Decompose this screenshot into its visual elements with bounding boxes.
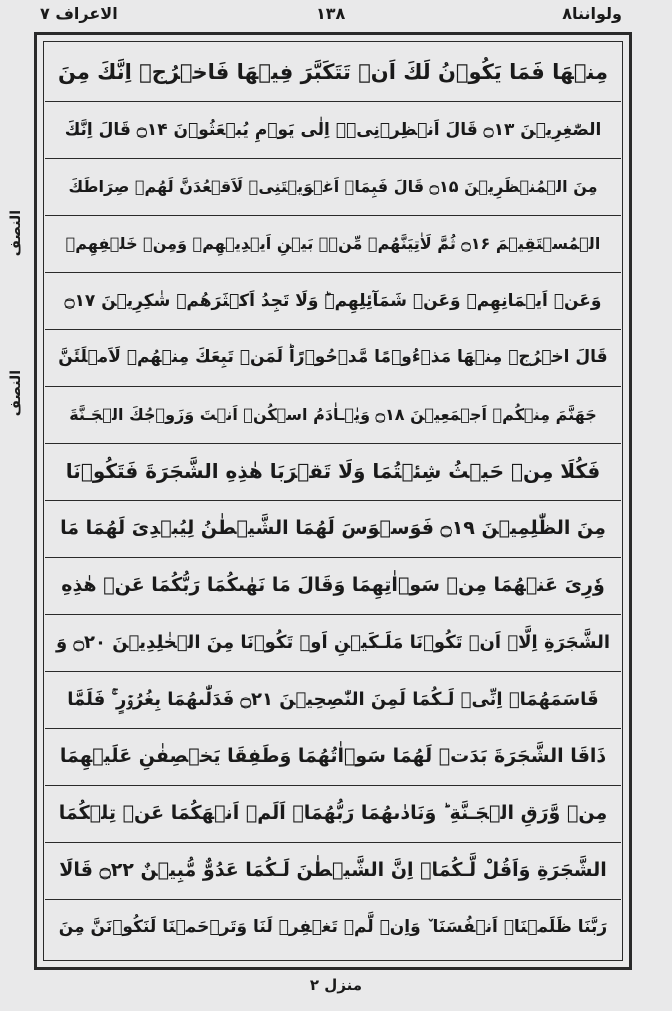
- line-text: قَالَ اخۡرُجۡ مِنۡهَا مَذۡءُوۡمًا مَّدۡحُوۡرًا‌ؕ لَمَنۡ تَبِعَكَ مِنۡهُمۡ لَاَمۡلَئَنَّ: [58, 347, 608, 367]
- text-lines: [45, 43, 621, 959]
- text-line: [45, 100, 621, 159]
- margin-note: النصف: [8, 370, 24, 417]
- text-frame: [34, 32, 632, 970]
- text-line: [45, 613, 621, 672]
- text-line: [45, 784, 621, 843]
- line-text: مِنۡهَا فَمَا يَكُوۡنُ لَكَ اَنۡ تَتَكَبَّرَ فِيۡهَا فَاخۡرُجۡ اِنَّكَ مِنَ: [57, 60, 609, 84]
- line-text: وٗرِىَ عَنۡهُمَا مِنۡ سَوۡاٰتِهِمَا وَقَالَ مَا نَهٰٮكُمَا رَبُّكُمَا عَنۡ هٰذِهِ: [61, 574, 605, 596]
- juz-name: ولواننا۸: [562, 4, 622, 23]
- surah-name: الاعراف ۷: [40, 4, 118, 23]
- line-text: وَعَنۡ اَيۡمَانِهِمۡ وَعَنۡ شَمَآئِلِهِمۡ‌ؕ وَلَا تَجِدُ اَكۡثَرَهُمۡ شٰكِرِيۡنَ ۝۱۷: [64, 290, 602, 311]
- line-text: الشَّجَرَةِ اِلَّاۤ اَنۡ تَكُوۡنَا مَلَـكَيۡنِ اَوۡ تَكُوۡنَا مِنَ الۡخٰلِدِيۡنَ ۝۲۰ وَ: [56, 631, 610, 653]
- text-line: [45, 727, 621, 786]
- page-number: ۱۳۸: [316, 4, 346, 23]
- line-text: قَاسَمَهُمَاۤ اِنِّىۡ لَـكُمَا لَمِنَ النّٰصِحِيۡنَ ۝۲۱ فَدَلّٰٮهُمَا بِغُرُوۡرٍ‌ ۚ فَلَمَّا: [67, 688, 599, 710]
- text-line: [45, 499, 621, 558]
- line-text: رَبَّنَا ظَلَمۡنَاۤ اَنۡفُسَنَا ٚ وَاِنۡ لَّمۡ تَغۡفِرۡ لَنَا وَتَرۡحَمۡنَا لَنَكُوۡنَنَّ مِنَ: [58, 917, 608, 937]
- line-text: الصّٰغِرِيۡنَ ۝۱۳ قَالَ اَنۡظِرۡنِىۡۤ اِلٰى يَوۡمِ يُبۡعَثُوۡنَ ۝۱۴ قَالَ اِنَّكَ: [64, 119, 602, 140]
- line-text: ذَاقَا الشَّجَرَةَ بَدَتۡ لَهُمَا سَوۡاٰتُهُمَا وَطَفِقَا يَخۡصِفٰنِ عَلَيۡهِمَا: [59, 745, 607, 767]
- line-text: مِنۡ وَّرَقِ الۡجَـنَّةِ‌ ؕ وَنَادٰٮهُمَا رَبُّهُمَاۤ اَلَمۡ اَنۡهَكُمَا عَنۡ تِلۡكُمَا: [58, 802, 608, 824]
- line-text: جَهَنَّمَ مِنۡكُمۡ اَجۡمَعِيۡنَ ۝۱۸ وَيٰۤـاٰدَمُ اسۡكُنۡ اَنۡتَ وَزَوۡجُكَ الۡجَـنَّةَ: [69, 404, 597, 424]
- manzil-footer: منزل ۲: [309, 976, 363, 994]
- text-line: [45, 841, 621, 900]
- line-text: الشَّجَرَةِ وَاَقُلْ لَّـكُمَاۤ اِنَّ الشَّيۡطٰنَ لَـكُمَا عَدُوٌّ مُّبِيۡنٌ ۝۲۲ قَالَا: [59, 859, 607, 881]
- line-text: فَكُلَا مِنۡ حَيۡثُ شِئۡتُمَا وَلَا تَقۡرَبَا هٰذِهِ الشَّجَرَةَ فَتَكُوۡنَا: [65, 459, 601, 483]
- text-line: [45, 670, 621, 729]
- margin-note: النصف: [8, 210, 24, 257]
- text-line: [45, 271, 621, 330]
- line-text: الۡمُسۡتَقِيۡمَ ۝۱۶ ثُمَّ لَاٰتِيَنَّهُمۡ مِّنۡۢ بَيۡنِ اَيۡدِيۡهِمۡ وَمِنۡ خَلۡفِهِمۡ: [65, 233, 601, 253]
- text-line: [45, 385, 621, 444]
- text-line: [45, 157, 621, 216]
- text-line: [45, 556, 621, 615]
- text-line: [45, 214, 621, 273]
- page-header: [0, 4, 672, 32]
- line-text: مِنَ الظّٰلِمِيۡنَ ۝۱۹ فَوَسۡوَسَ لَهُمَا الشَّيۡطٰنُ لِيُبۡدِىَ لَهُمَا مَا: [60, 517, 606, 539]
- text-line: [45, 442, 621, 501]
- text-line: [45, 43, 621, 102]
- text-line: [45, 328, 621, 387]
- text-line: [45, 898, 621, 956]
- line-text: مِنَ الۡمُنۡظَرِيۡنَ ۝۱۵ قَالَ فَبِمَاۤ اَغۡوَيۡتَنِىۡ لَاَقۡعُدَنَّ لَهُمۡ صِرَاطَكَ: [68, 176, 598, 196]
